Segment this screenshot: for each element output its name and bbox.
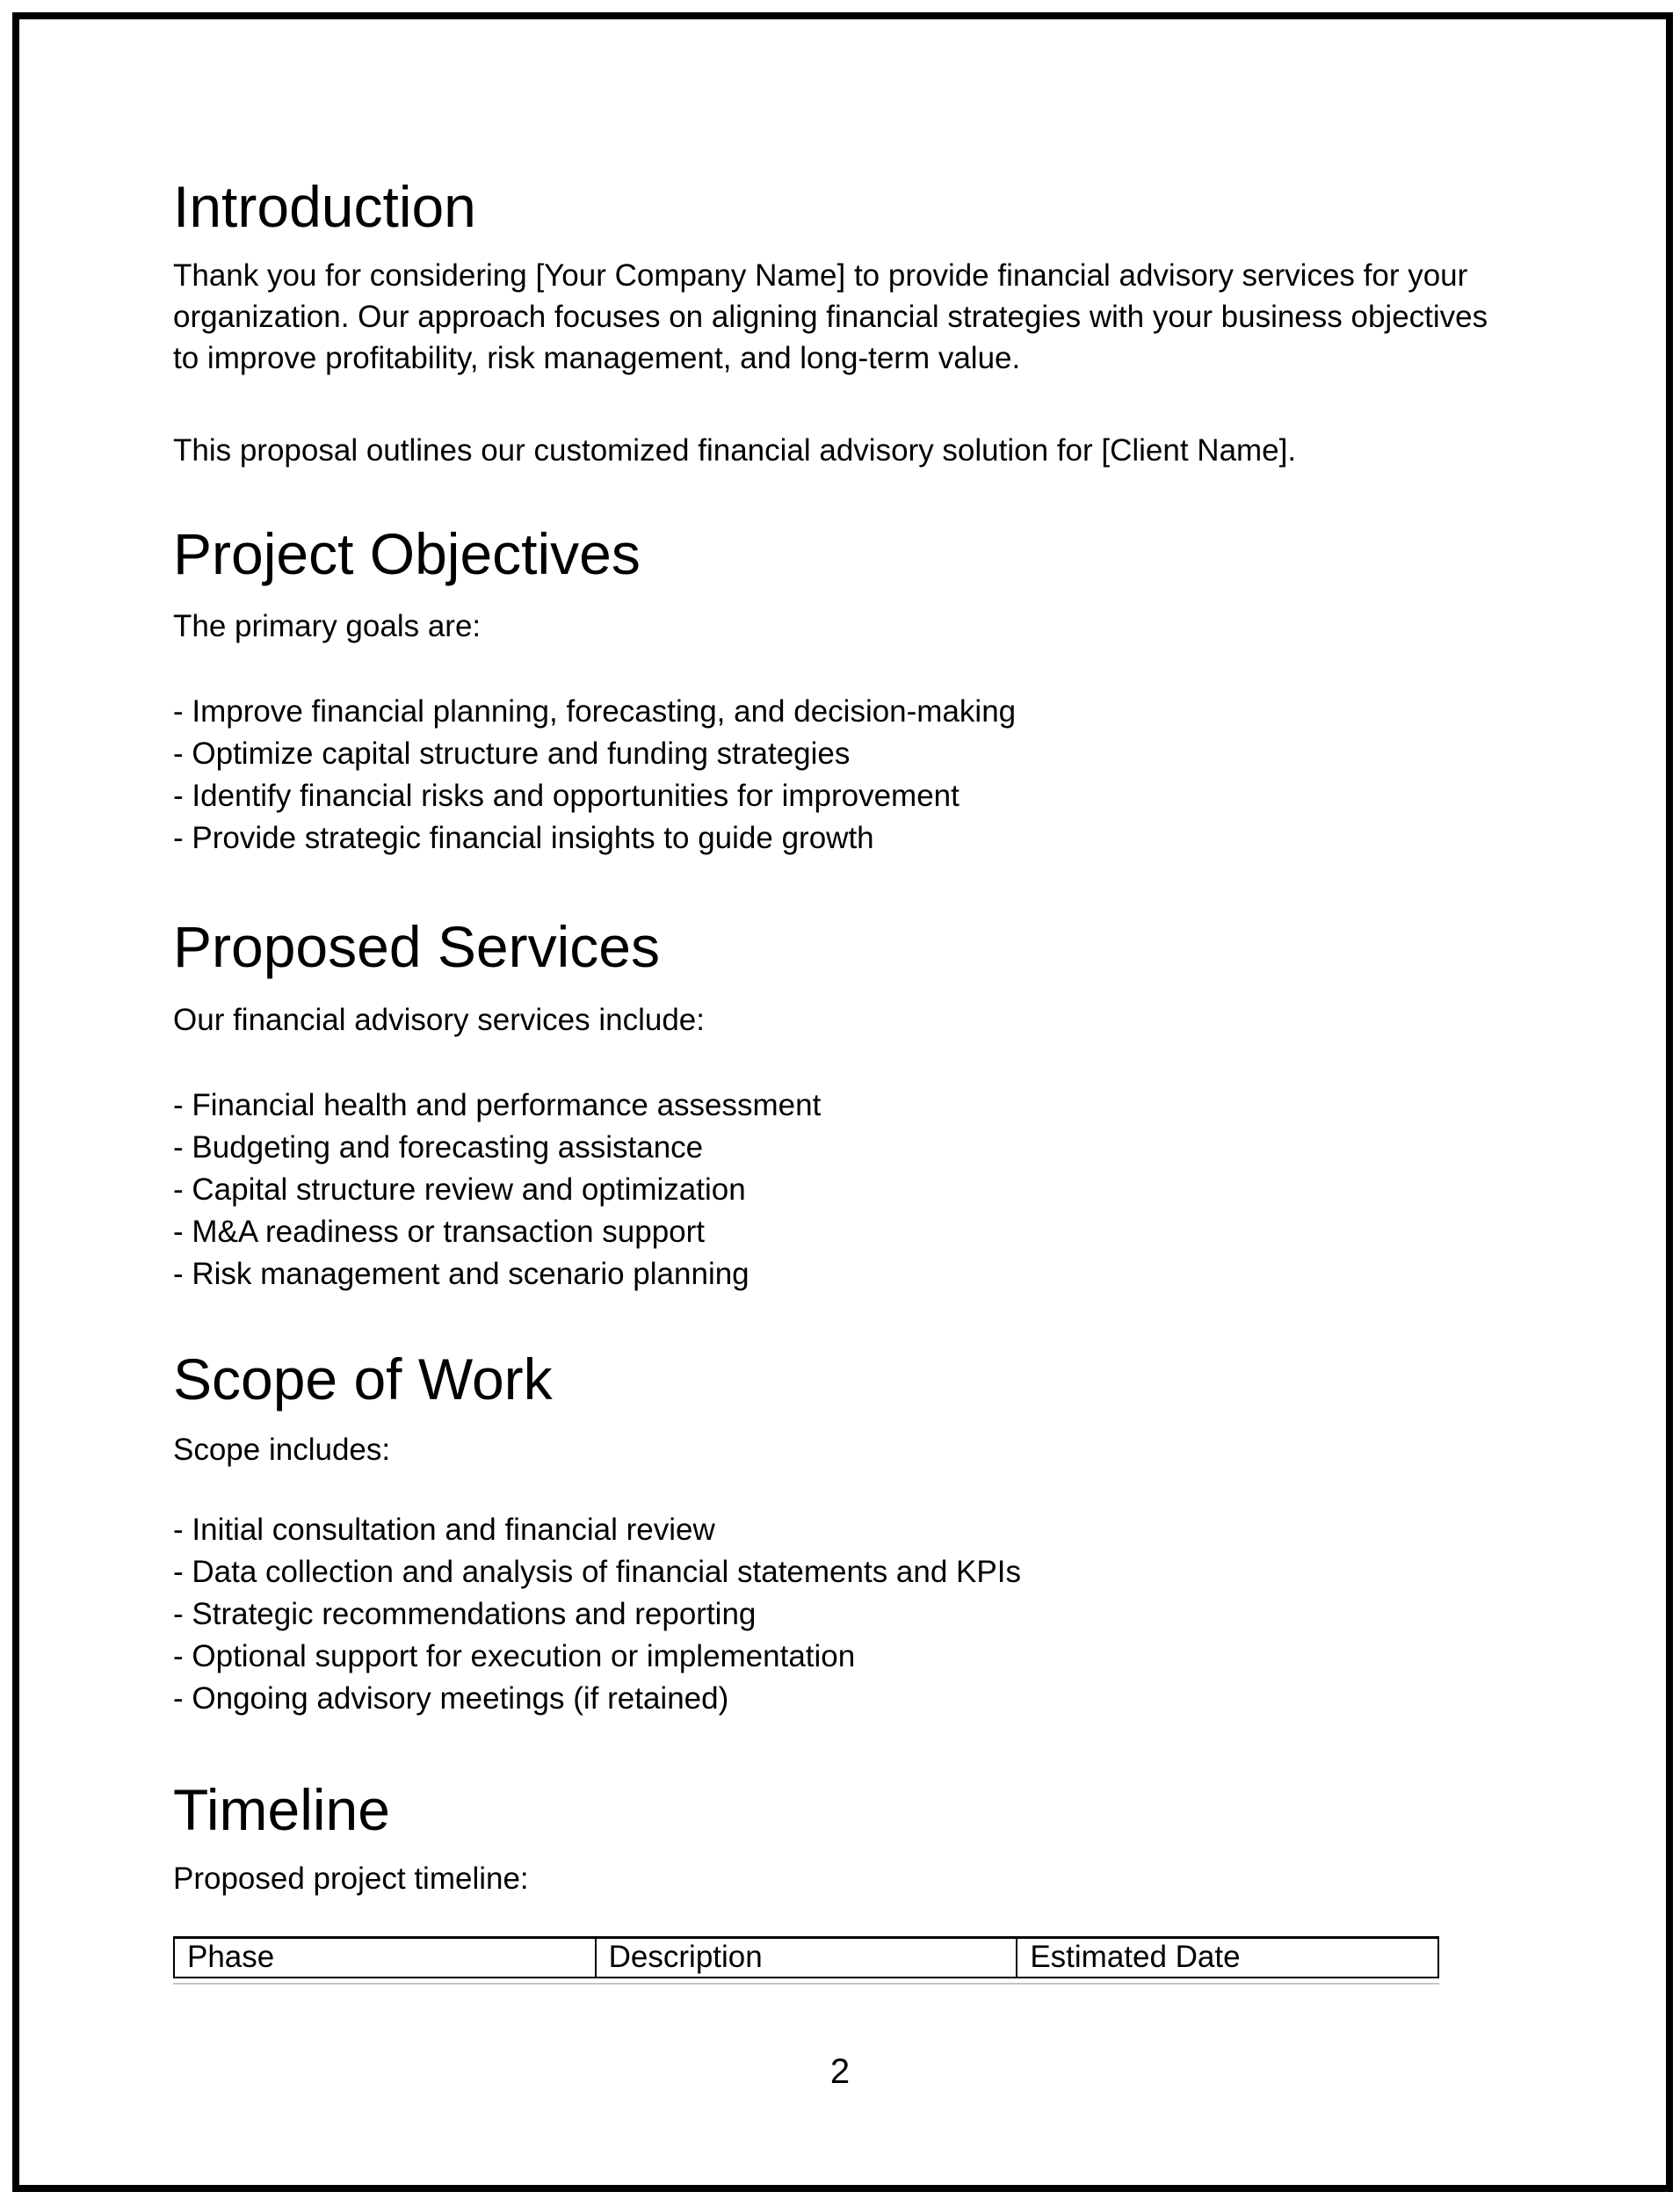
section-heading-project-objectives: Project Objectives xyxy=(173,521,641,586)
list-item: - Identify financial risks and opportunities for improvement xyxy=(173,779,959,813)
table-header-cell-estimated-date: Estimated Date xyxy=(1017,1938,1438,1978)
scope-of-work-list xyxy=(173,1509,1517,1720)
list-item: - M&A readiness or transaction support xyxy=(173,1215,706,1249)
table-header-row xyxy=(174,1938,1438,1978)
section-heading-scope-of-work: Scope of Work xyxy=(173,1346,553,1412)
proposed-services-list xyxy=(173,1085,1517,1295)
table-header-cell-phase: Phase xyxy=(174,1938,596,1978)
project-objectives-list xyxy=(173,691,1517,860)
introduction-paragraph-1: Thank you for considering [Your Company Name] to provide financial advisory services for your organization. Our approach focuses on aligning financial strategies with your business objectives to improve profitability, risk management, and long-term value. xyxy=(173,258,1488,375)
list-item: - Financial health and performance assessment xyxy=(173,1088,822,1122)
document-content xyxy=(173,0,1517,1985)
list-item: - Ongoing advisory meetings (if retained) xyxy=(173,1681,729,1716)
timeline-intro: Proposed project timeline: xyxy=(173,1862,529,1896)
timeline-table xyxy=(173,1936,1439,1978)
section-heading-introduction: Introduction xyxy=(173,174,476,239)
introduction-paragraph-2: This proposal outlines our customized financial advisory solution for [Client Name]. xyxy=(173,433,1297,468)
table-header-cell-description: Description xyxy=(596,1938,1017,1978)
list-item: - Provide strategic financial insights to guide growth xyxy=(173,821,874,855)
section-heading-timeline: Timeline xyxy=(173,1777,390,1842)
scope-of-work-intro: Scope includes: xyxy=(173,1433,391,1467)
list-item: - Risk management and scenario planning xyxy=(173,1257,749,1291)
list-item: - Strategic recommendations and reporting xyxy=(173,1597,757,1631)
timeline-table-container xyxy=(173,1936,1517,1985)
list-item: - Improve financial planning, forecasting, and decision-making xyxy=(173,694,1017,729)
list-item: - Capital structure review and optimization xyxy=(173,1172,746,1207)
list-item: - Optimize capital structure and funding strategies xyxy=(173,737,851,771)
list-item: - Optional support for execution or implementation xyxy=(173,1639,856,1673)
project-objectives-intro: The primary goals are: xyxy=(173,609,482,643)
list-item: - Data collection and analysis of financial statements and KPIs xyxy=(173,1555,1021,1589)
proposed-services-intro: Our financial advisory services include: xyxy=(173,1003,705,1037)
list-item: - Initial consultation and financial review xyxy=(173,1513,715,1547)
table-shadow-line xyxy=(173,1983,1439,1985)
list-item: - Budgeting and forecasting assistance xyxy=(173,1130,704,1165)
page-number: 2 xyxy=(829,2052,851,2091)
section-heading-proposed-services: Proposed Services xyxy=(173,914,660,979)
